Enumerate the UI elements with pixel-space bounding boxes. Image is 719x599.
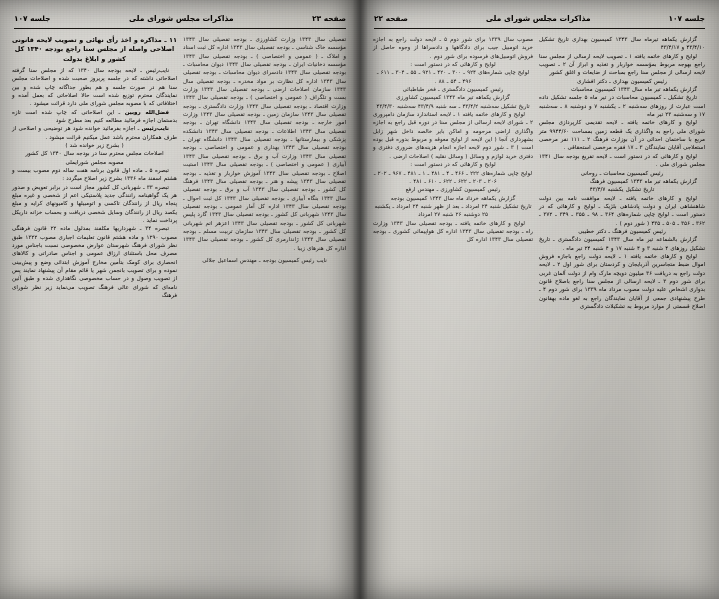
page-number-left: صفحه ۲۳ [312, 14, 346, 23]
session-label-left: جلسه ۱۰۷ [14, 14, 51, 23]
session-label-right: جلسه ۱۰۷ [668, 14, 705, 23]
book-page-right [360, 0, 719, 599]
running-head-right [374, 14, 705, 23]
paragraph: تاریخ تشکیل سه‌شنبه ۴۳/۴/۲ ـ سه شنبه ۴۳/۴/۹ سه‌شنبه ۴۳/۴/۳۰ [376, 103, 530, 110]
text-column-left-inner [183, 36, 346, 584]
paragraph: تاریخ تشکیل یکشنبه ۴۳/۴/۷ [589, 187, 655, 194]
speaker-name: فضل‌الله روبین [124, 109, 169, 116]
paragraph: لوایح و کارهای خاتمه یافته ـ لایحه موافقت نامه بین دولت شاهنشاهی ایران و دولت پادشاهی بلژیک ـ لوایح و کارهائی که در دستور است ـ لوایح چاپی شماره‌های ۳۶۴ ـ ۹۸ ـ ۳۵۵ ـ ۳۴۹ ـ ۳۷۲ ـ ۳۶۲ ـ ۳۵۶ ـ ۵۰۵ ـ ۴۳۵ ( شور دوم ) . [539, 195, 706, 227]
paragraph: تاریخ تشکیل شنبه ۲۴ امرداد ـ بعد از ظهر شنبه ۲۴ امرداد ـ یکشنبه ۲۵ دوشنبه ۲۶ شنبه ۲۷ امرداد [374, 203, 532, 219]
amendments-title: اصلاحات مجلس محترم سنا در بودجه سال ۱۳۴۰ کل کشور [25, 151, 164, 158]
bill-numbers-justice: لوایح چاپی شماره‌های ۹۲۴ ـ ۳۰۰ ـ ۴۲۰ ـ ۹۲۱ ـ ۵۵ ـ ۳۰۴ ـ ۶۱۱ ـ ۴۹۶ ـ ۵۴ ـ ۸۸ . [376, 70, 530, 85]
budget-items-list: تفصیلی سال ۱۳۴۳ وزارت کشاورزی ـ بودجه تفصیلی سال ۱۳۴۳ مؤسسه خاک شناسی ـ بودجه تفصیلی سال ۱۳۴۳ اداره کل ثبت اسناد و املاک ـ ( عمومی و اختصاصی ) ـ بودجه تفصیلی سال ۱۳۴۳ مؤسسه دخانیات ایران ـ بودجه تفصیلی سال ۱۳۴۳ دیوان محاسبات ـ بودجه تفصیلی سال ۱۳۴۳ دادسرای دیوان محاسبات ـ بودجه تفصیلی سال ۱۳۴۳ اداره کل نظارت بر مواد مخدره ـ بودجه تفصیلی سال ۱۳۴۳ سازمان اصلاحات ارضی ـ بودجه تفصیلی سال ۱۳۴۳ وزارت بست و تلگراف ( عمومی و اختصاصی ) ـ بودجه تفصیلی سال ۱۳۴۳ وزارت اقتصاد ـ بودجه تفصیلی سال ۱۳۴۳ وزارت دادگستری ـ بودجه تفصیلی سال ۱۳۴۳ سازمان زمین ـ بودجه تفصیلی سال ۱۳۴۳ وزارت امور خارجه ـ بودجه تفصیلی سال ۱۳۴۳ دانشگاه تهران ـ بودجه تفصیلی سال ۱۳۴۳ اطلاعات ـ بودجه تفصیلی سال ۱۳۴۳ دانشکده پزشکی و بیمارستانها ـ بودجه تفصیلی سال ۱۳۴۳ دانشگاه تهران ـ بودجه تفصیلی سال ۱۳۴۳ بهداری و عمومی و اختصاصی ـ بودجه تفصیلی سال ۱۳۴۳ وزارت آب و برق ـ بودجه تفصیلی سال ۱۳۴۳ آبیاری ( عمومی و اختصاصی ) ـ بودجه تفصیلی سال ۱۳۴۳ استیت اصلاح ـ بودجه تفصیلی سال ۱۳۴۳ آموزش خواربار و تغذیه ـ بودجه تفصیلی سال ۱۳۴۳ پیشه و هنر ـ بودجه تفصیلی سال ۱۳۴۳ فرهنگ کل کشور ـ بودجه تفصیلی سال ۱۳۴۳ آب و برق ـ بودجه تفصیلی سال ۱۳۴۳ بنگاه آبیاری ـ بودجه تفصیلی سال ۱۳۴۳ کل ثبت احوال ـ بودجه تفصیلی سال ۱۳۴۳ اداره کل آمار عمومی ـ بودجه تفصیلی سال ۱۳۴۳ شهربانی کل کشور ـ بودجه تفصیلی سال ۱۳۴۳ گارد پلیس شهربانی کل کشور ـ بودجه تفصیلی سال ۱۳۴۳ اعزهر اتم شهربانی کل کشور ـ بودجه تفصیلی سال ۱۳۴۳ سازمان تربیت مسلم ـ بودجه تفصیلی سال ۱۳۴۳ ژاندارمری کل کشور ـ بودجه تفصیلی سال ۱۳۴۳ اداره کل هنرهای زیبا . [183, 37, 347, 252]
header-rule-left [14, 28, 346, 29]
report-budget-committee: گزارش یکماهه خرداد ماه سال ۱۳۴۳ کمیسیون بودجه [390, 195, 516, 202]
signature-health-committee: رئیس کمیسیون بهداری ـ دکتر افشاری [577, 78, 667, 85]
paragraph: لوایح و کارهائی که در دستور است ـ لایحه تفریغ بودجه سال ۱۳۴۱ مجلس شورای ملی . [539, 153, 705, 169]
stage-direction: ( بشرح زیر خوانده شد ) [65, 142, 124, 149]
bill-numbers-agriculture: لوایح چاپی شماره‌های ۲۲۲ ـ ۴۶۶ ـ ۴ ـ ۴۸۱ ـ ۱ ـ ۴۸۱ ـ ۹۶۷ ـ ۲۰۲ ـ ۲۰۶ ـ ۲۰۳ ـ ۶۲۲ ـ ۶۲۲ ـ ۶۱۰ ـ ۴۸۱ . [373, 170, 533, 185]
signature-culture-committee: رئیس کمیسیون فرهنگ ـ دکتر خطیبی [578, 228, 666, 235]
report-accounts-committee: گزارش یکماهه تیر ماه سال ۱۳۴۳ کمیسیون محاسبات [571, 87, 697, 94]
note-5: تبصره ۵ ـ ماده اول قانون برنامه هفت ساله دوم مصوب بیست و هشتم اسفند ماه ۱۳۳۶ بشرح زیر اصلاح میگردد : [12, 168, 177, 183]
signature-accounts-committee: رئیس کمیسیون محاسبات ـ روحانی [580, 170, 664, 177]
paragraph: مصوب سال ۱۳۳۹ برای شور دوم ۵ ـ لایحه دولت راجع به اجازه خرید اتومبیل جیب برای دادگاهها و دادسراها از وجوه حاصل از فروش اتومبیل‌های فرسوده برای شور دوم . [373, 37, 533, 60]
speaker-text: ـ اجازه بفرمائید خوانده شود هر توضیحی و اصلاحی از طرف همکاران محترم باشد عمل میکنیم قرائت میشود . [12, 126, 177, 141]
publication-title-right: مذاکرات مجلس شورای ملی [485, 14, 591, 23]
report-culture-committee: گزارش یکماهه تیر ماه ۱۳۴۳ کمیسیون فرهنگ [589, 178, 697, 185]
header-rule-right [374, 28, 705, 29]
report-justice-committee: گزارش بالشماعه تیر ماه سال ۱۳۴۳ کمیسیون دادگستری ـ تاریخ تشکیل روزهای ۴ شنبه ۳ و ۴ شنبه ۱۷ و ۴ شنبه ۲۴ تیر ماه . [539, 237, 705, 252]
publication-title-left: مذاکرات مجلس شورای ملی [128, 14, 234, 23]
report-health-committee: گزارش یکماهه تیرماه سال ۱۳۴۳ کمیسیون بهداری تاریخ تشکیل ۴۳/۴/۱۰ و ۴۳/۴/۱۷ [539, 37, 705, 52]
docket-heading: لوایح و کارهائی که در دستور است : [410, 162, 496, 169]
speaker-paragraph-roubin [12, 109, 177, 126]
text-column-right-inner [373, 36, 533, 584]
signature-justice-committee: رئیس کمیسیون دادگستری ـ فخر طباطبائی [402, 87, 504, 94]
note-34: تبصره ۳۴ ـ شهرداریها مکلفند بمدلول ماده ۲۲ قانون فرهنگی مصوب ۱۲۹۰ و ماده هشتم قانون تعلیمات اجباری مصوب ۱۳۲۲ طبق نظر شورای فرهنگ شهرستان عوارض مخصوصی نسبت باجناس مورد مصرف محل باستثنای ارزاق عمومی و اجناس صادراتی و کالاهای انحصاری برای کومک بتأمین مخارج آموزش ابتدائی وضع و پیش‌بینی نموده و برای تصویب بانجمن شهر یا قائم مقام آن پیشنهاد نمایند پس از تصویب وصول و در حساب مخصوصی نگاهداری شده و طبق آئین نامه‌ای که شورای عالی فرهنگ تصویب می‌نماید زیر نظر شورای فرهنگ [12, 226, 177, 300]
paragraph: لوایح و کارهای خاتمه یافته ۱ ـ تصویب لایحه ارسالی از مجلس سنا راجع بهوجه مربوط بمؤسسه خواربار و تغذیه و ابراز آن ۲ ـ تصویب لایحه ارسالی از مجلس سنا راجع بمباحث از ضایعات و اغلق کشور [539, 53, 705, 77]
docket-heading: لوایح و کارهائی که در دستور است : [410, 62, 496, 69]
article-headline: ۱۱ ـ مذاکره و اخذ رأی نهائی و تصویب لایحه قانونی اصلاحی واصله از مجلس سنا راجع بودجه ۱۳۴۰ کل کشور و ابلاغ بدولت [12, 36, 177, 63]
speaker-paragraph-vicechair [12, 125, 177, 142]
paragraph: لوایح و کارهای خاتمه یافته ـ لایحه تقدیمی کارپردازی مجلس شورای ملی راجع به واگذاری یک قطعه زمین بمساحت ۹۹۴۴/۶۰ متر مربع با ساختمان احداثی در آن بوزارت فرهنگ ۲ ـ ۱۱۱ نفر مرخصی استعلاجی آقایان نمایندگان ۳ ـ ۱۷ فقره مرخصی استحقاقی . [539, 120, 705, 152]
page-number-right: صفحه ۲۲ [374, 14, 408, 23]
paragraph: لوایح و کارهای خاتمه یافته ۱ ـ لایحه دولت راجع باجازه فروش اموال ضبط متجاسرین آذربایجان و کردستان برای شور اول ۲ ـ لایحه دولت راجع به دریافت ۳۶ میلیون دویچه مارک وام از دولت آلمان غربی برای شور دوم ۳ ـ لایحه ارسالی از مجلس سنا راجع باصلاح قانون بدواری اشخاص علیه دولت مصوب مرداد ماه ۱۳۳۹ برای شور دوم ۴ ـ طرح پیشنهادی جمعی از آقایان نمایندگان راجع به لغو ماده بهقانون اصلاح قسمتی از موارد مربوط به تشکیلات دادگستری [539, 253, 705, 310]
approved-by-line: مصوبه مجلس شورایملی [65, 159, 124, 166]
paragraph: لوایح و کارهای خاتمه یافته ۱ ـ لایحه استاندارد سازمان دامپروری ۲ ـ شورای لایحه ارسالی از مجلس سنا در دوره قبل راجع به اجازه واگذاری اراضی مرحومه و اماکن بایر خالصه داخل شهر زابل بشهرداری آنجا ( این لایحه از لوایح معوقه و مربوط بدوره قبل بوده است ) ۳ ـ شور دوم لایحه اجازه انجام هزینه‌های ضروری دفتری و دفتری خرید لوازم و وسائل ( وسائل نقلیه ) اصلاحات ارضی . [373, 112, 533, 160]
signature-budget-committee: نایب رئیس کمیسیون بودجه ـ مهندس اسماعیل جلالی [202, 257, 327, 264]
speaker-name: نایب‌رئیس [141, 126, 169, 133]
text-column-left-outer [12, 36, 177, 584]
running-head-left [14, 14, 346, 23]
note-33: تبصره ۳۳ ـ شهربانی کل کشور مجاز است در برابر تعویض و صدور هر یک گواهینامه رانندگی جدید پلاستیکی اعم از شخصی و غیره مبلغ پنجاه ریال از رانندگان تاکسی و اتومبیلها و کامیونهای کرایه و مبلغ یکصد ریال از رانندگان وسایل شخصی دریافت و بحساب خزانه داریکل پرداخت نماید . [12, 184, 177, 225]
paragraph: تاریخ تشکیل ـ کمیسیون محاسبات در تیر ماه ۵ جلسه تشکیل داده است عبارت از روزهای سه‌شنبه ۲ ـ یکشنبه ۷ و دوشنبه ۸ ـ سه‌شنبه ۱۷ و سه‌شنبه ۲۳ تیر ماه [539, 95, 705, 119]
signature-agriculture-committee: رئیس کمیسیون کشاورزی ـ مهندس ارفع [405, 187, 501, 194]
text-column-right-outer [539, 36, 705, 584]
paragraph: لوایح و کارهای خاتمه یافته ـ بودجه تفصیلی سال ۱۳۴۳ وزارت راه ـ بودجه تفصیلی سال ۱۳۴۳ اداره کل هواپیمائی کشوری ـ بودجه تفصیلی سال ۱۳۴۳ اداره کل [373, 220, 533, 244]
speaker-text: ـ این اصلاحاتی که چاپ شده است تازه بدستمان اجازه فرمائید مطالعه کنیم بعد مطرح شود [12, 109, 177, 124]
report-agriculture-committee: گزارش یکماهه تیر ماه ۱۳۴۳ کمیسیون کشاورزی [396, 95, 510, 102]
paragraph: نایب‌رئیس ـ لایحه بودجه سال ۱۳۴۰ که از مجلس سنا گرفته اصلاحاتی داشته که در جلسه پریروز صحبت شده و اصلاحات مجلس سنا هم در صورت جلسه و هم بطور جداگانه چاپ شده و بین نمایندگان محترم توزیع شده است حالا اصلاحاتی که بعمل آمده و اختلافاتی که با مصوبه مجلس شورای ملی دارد قرائت میشود . [12, 67, 177, 108]
